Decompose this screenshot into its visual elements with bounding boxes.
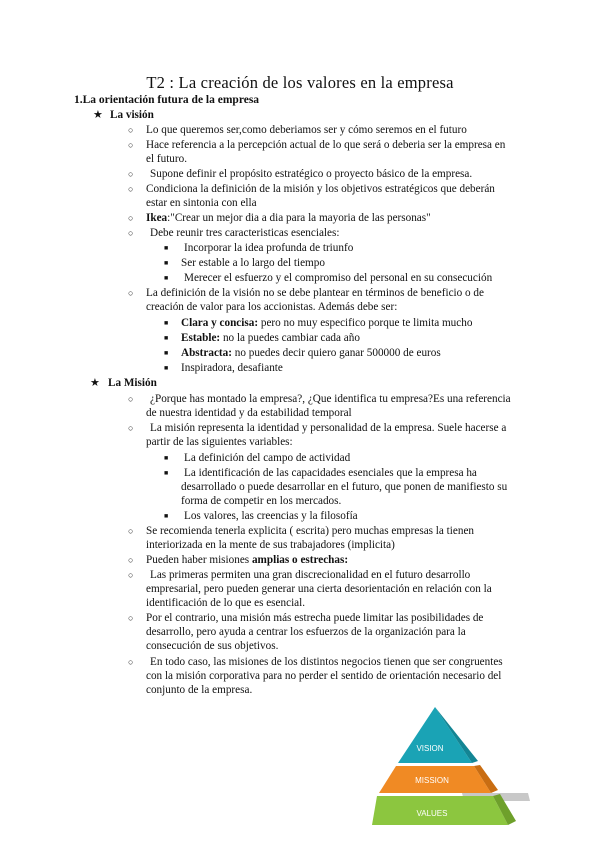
square-bullet-icon: ■ [164,512,169,520]
vision-item-cont: el futuro. [146,153,188,165]
square-bullet-icon: ■ [164,454,169,462]
vision-item: Condiciona la definición de la misión y los objetivos estratégicos que deberán [146,183,495,195]
vision-item: Debe reunir tres caracteristicas esenciales: [150,227,340,239]
circle-bullet-icon: ○ [128,125,134,135]
circle-bullet-icon: ○ [128,555,134,565]
pyramid-tier-vision [398,707,472,763]
star-bullet-icon: ★ [90,377,100,389]
pyramid-label-mission: MISSION [415,776,449,785]
term-desc: no puedes decir quiero ganar 500000 de euros [231,347,441,359]
vision-subitem: Incorporar la idea profunda de triunfo [184,242,354,254]
vision-item-cont: creación de valor para los accionistas. Además debe ser: [146,301,398,313]
mision-item: ¿Porque has montado la empresa?, ¿Que identifica tu empresa?Es una referencia [150,393,511,405]
circle-bullet-icon: ○ [128,213,134,223]
bold-term: Clara y concisa: [181,317,259,329]
mision-item: Por el contrario, una misión más estrecha puede limitar las posibilidades de [146,612,484,624]
circle-bullet-icon: ○ [128,570,134,580]
square-bullet-icon: ■ [164,349,169,357]
vision-subitem [181,316,472,330]
bold-term: amplias o estrechas: [251,554,349,566]
term-desc: pero no muy especifico porque te limita mucho [258,317,473,329]
vision-subitem [181,331,360,345]
circle-bullet-icon: ○ [128,394,134,404]
mision-item-cont: desarrollo, pero ayuda a centrar los esfuerzos de la organización para la [146,626,466,638]
vision-item: Supone definir el propósito estratégico o proyecto básico de la empresa. [150,168,473,180]
vision-item-cont: estar en sintonia con ella [146,197,257,209]
mision-item-cont: de nuestra identidad y da estabilidad temporal [146,407,352,419]
mision-item-cont: identificación de lo que es esencial. [146,597,306,609]
circle-bullet-icon: ○ [128,657,134,667]
square-bullet-icon: ■ [164,319,169,327]
mision-item-cont: conjunto de la empresa. [146,684,253,696]
mision-subitem-cont: desarrollado o puede desarrollar en el futuro, que ponen de manifiesto su [181,481,508,493]
mision-item: Las primeras permiten una gran discrecionalidad en el futuro desarrollo [150,569,471,581]
mision-item [146,553,348,567]
vision-subitem: Inspiradora, desafiante [181,362,283,374]
pyramid-label-vision: VISION [416,744,444,753]
vision-subitem: Ser estable a lo largo del tiempo [181,257,325,269]
vision-item: La definición de la visión no se debe plantear en términos de beneficio o de [146,287,484,299]
circle-bullet-icon: ○ [128,613,134,623]
mision-item-cont: interiorizada en la mente de sus trabajadores (implicita) [146,539,395,551]
star-bullet-icon: ★ [93,109,103,121]
pyramid-label-values: VALUES [416,809,448,818]
circle-bullet-icon: ○ [128,228,134,238]
circle-bullet-icon: ○ [128,288,134,298]
square-bullet-icon: ■ [164,274,169,282]
bold-term: Estable: [181,332,221,344]
term-desc: no la puedes cambiar cada año [220,332,360,344]
circle-bullet-icon: ○ [128,423,134,433]
mision-item: En todo caso, las misiones de los distintos negocios tienen que ser congruentes [150,656,503,668]
mision-item-cont: empresarial, pero pueden generar una cierta desorientación en relación con la [146,583,492,595]
vision-mission-values-pyramid [370,705,530,830]
mision-item-cont: con la misión corporativa para no perder el sentido de orientación necesario del [146,670,502,682]
vision-item: Lo que queremos ser,como deberiamos ser y cómo seremos en el futuro [146,124,467,136]
section-heading: 1.La orientación futura de la empresa [74,94,260,106]
vision-item-ikea [146,211,431,225]
ikea-quote: :"Crear un mejor dia a dia para la mayoria de las personas" [167,212,431,224]
mision-subitem-cont: forma de competir en los mercados. [181,495,342,507]
circle-bullet-icon: ○ [128,140,134,150]
mision-subitem: Los valores, las creencias y la filosofía [184,510,358,522]
mision-heading: La Misión [108,377,157,389]
vision-heading: La visión [110,109,154,121]
mision-subitem: La identificación de las capacidades esenciales que la empresa ha [184,467,477,479]
vision-subitem [181,346,441,360]
square-bullet-icon: ■ [164,259,169,267]
page-title: T2 : La creación de los valores en la empresa [146,73,454,92]
mision-item: La misión representa la identidad y personalidad de la empresa. Suele hacerse a [150,422,507,434]
plain-text: Pueden haber misiones [146,554,252,566]
mision-item-cont: consecución de sus objetivos. [146,640,279,652]
square-bullet-icon: ■ [164,244,169,252]
circle-bullet-icon: ○ [128,526,134,536]
ikea-label: Ikea [146,212,168,224]
square-bullet-icon: ■ [164,334,169,342]
circle-bullet-icon: ○ [128,184,134,194]
mision-item-cont: partir de las siguientes variables: [146,436,293,448]
circle-bullet-icon: ○ [128,169,134,179]
bold-term: Abstracta: [181,347,232,359]
vision-item: Hace referencia a la percepción actual de lo que será o deberia ser la empresa en [146,139,506,151]
square-bullet-icon: ■ [164,469,169,477]
mision-subitem: La definición del campo de actividad [184,452,351,464]
square-bullet-icon: ■ [164,364,169,372]
vision-subitem: Merecer el esfuerzo y el compromiso del personal en su consecución [184,272,493,284]
mision-item: Se recomienda tenerla explicita ( escrita) pero muchas empresas la tienen [146,525,475,537]
